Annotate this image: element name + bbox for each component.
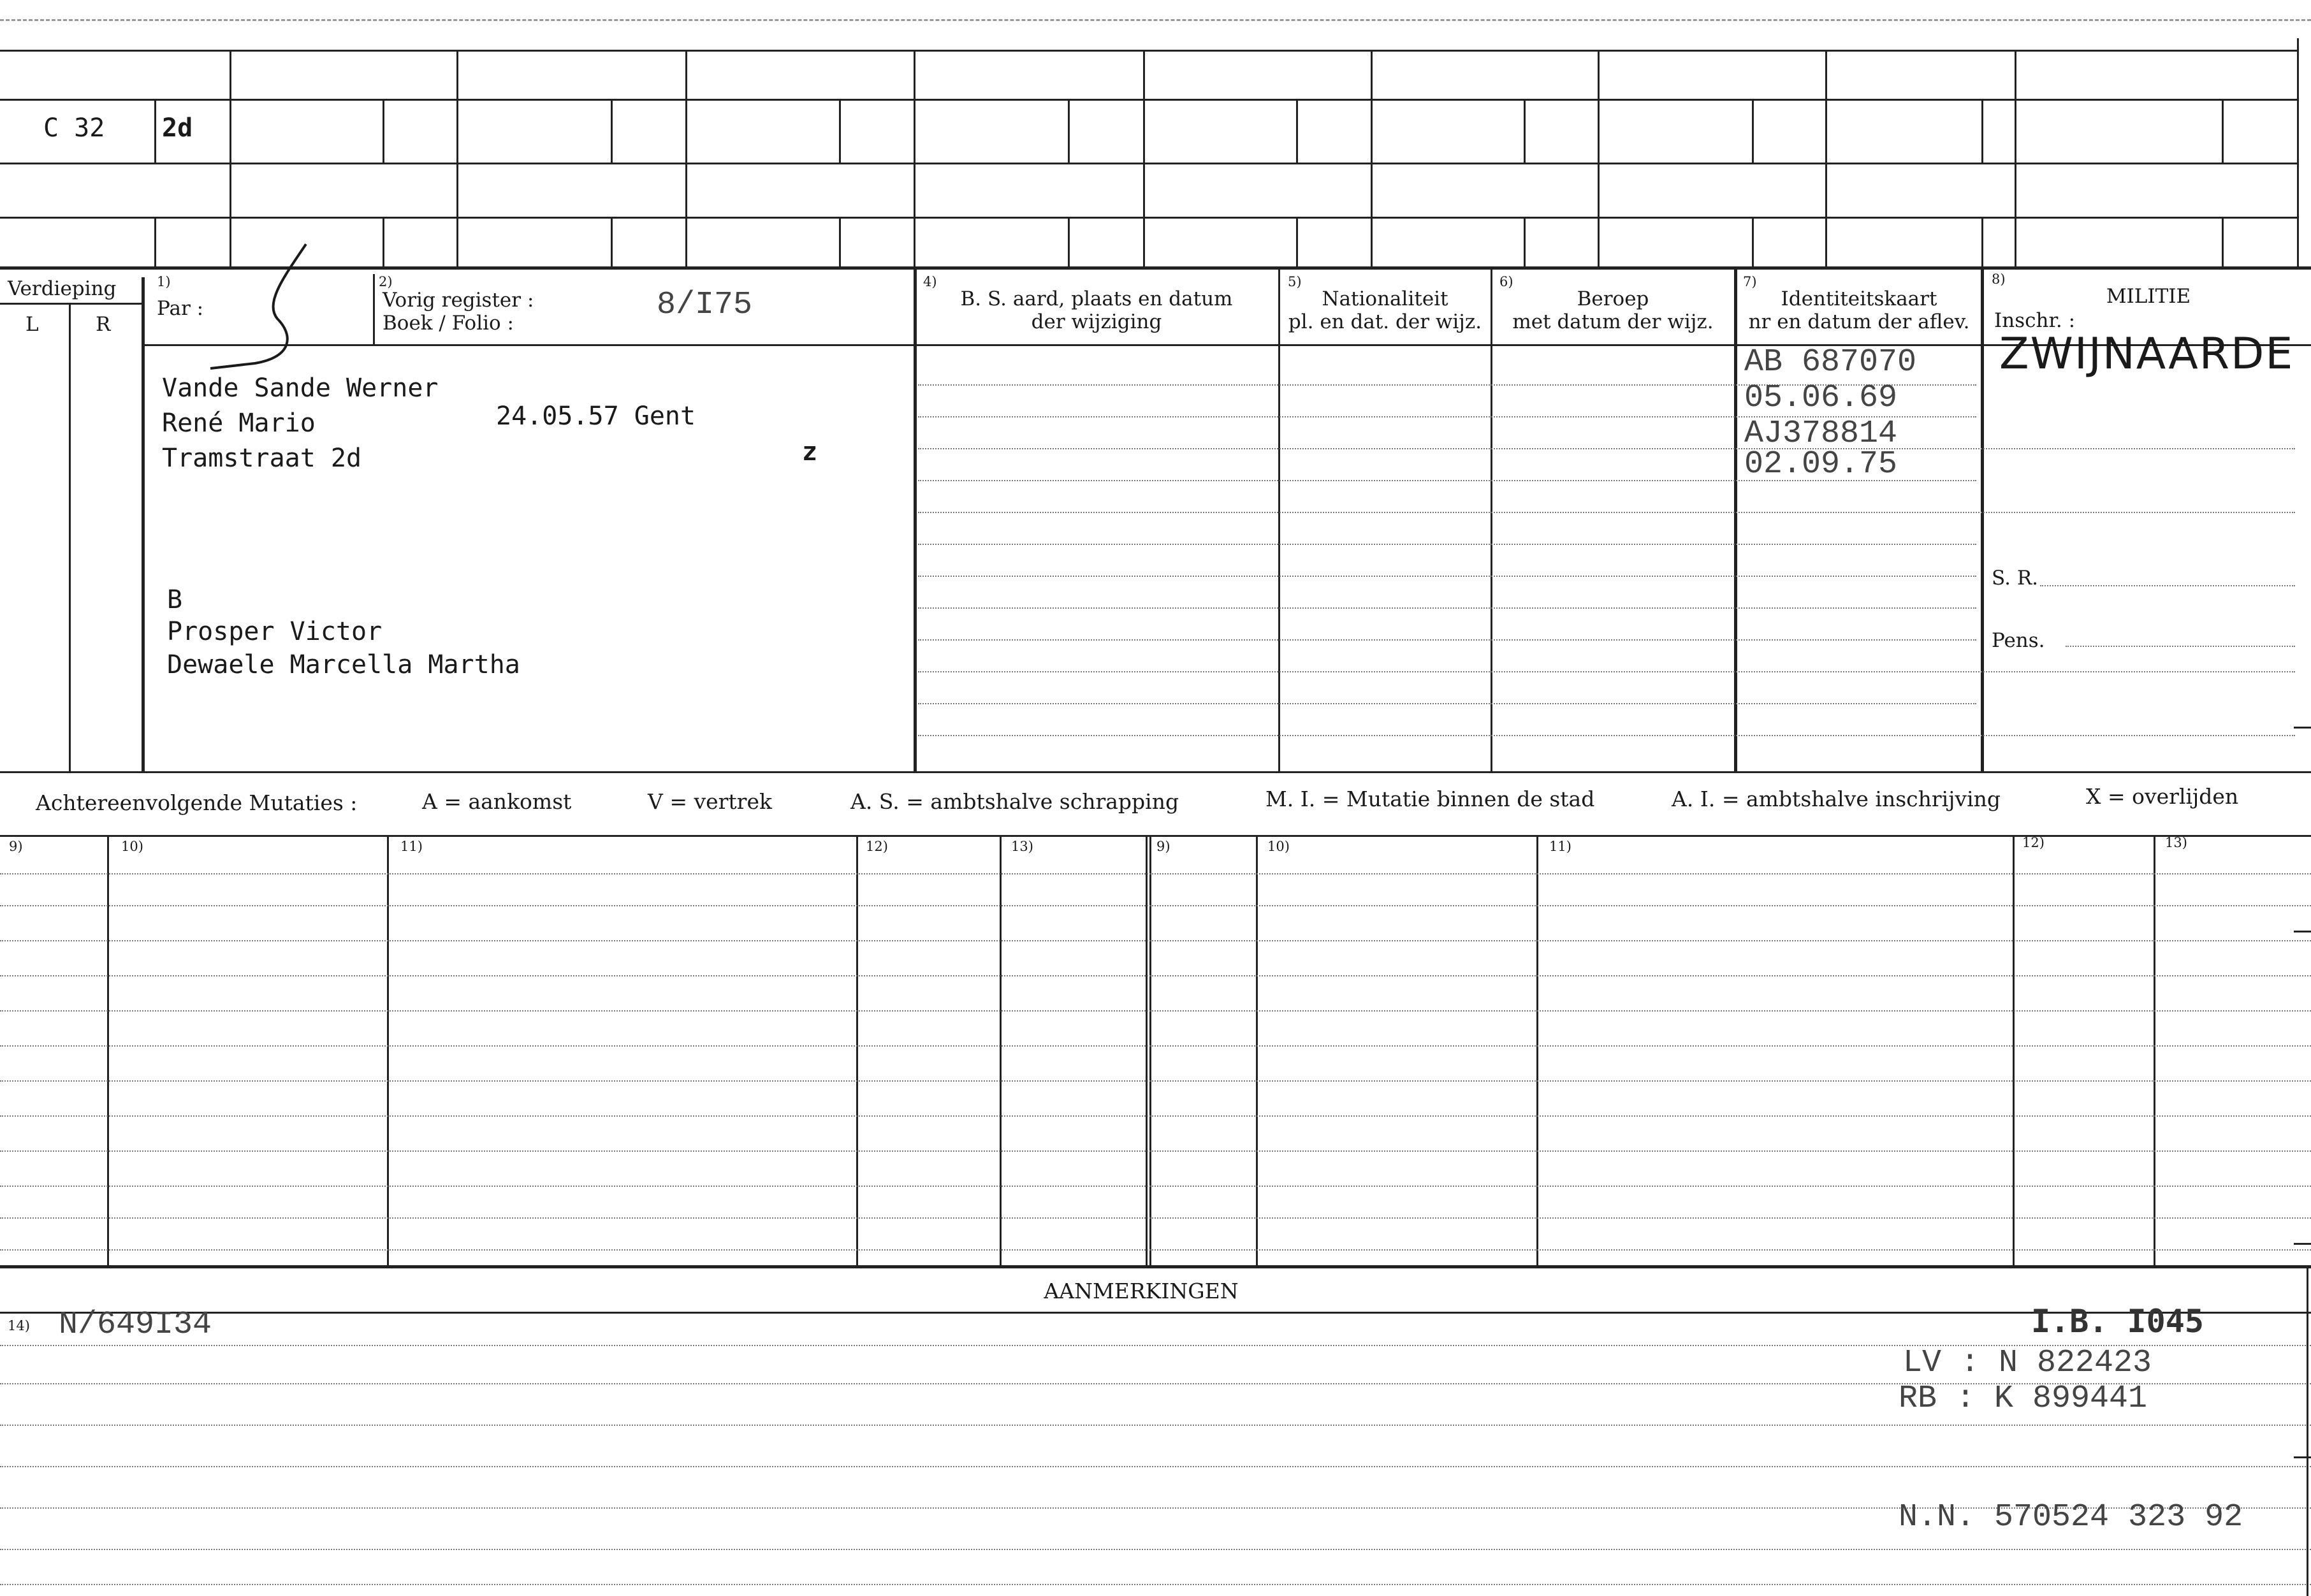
- militie-label: MILITIE: [2106, 285, 2191, 308]
- nn-number: N.N. 570524 323 92: [1899, 1499, 2243, 1535]
- rb-number: RB : K 899441: [1899, 1381, 2148, 1417]
- col4-number: 4): [923, 274, 937, 289]
- col6-line1: Beroep: [1577, 287, 1649, 310]
- boek-folio-label: Boek / Folio :: [383, 312, 514, 335]
- col7-line1: Identiteitskaart: [1781, 287, 1937, 310]
- person-name: Vande Sande Werner: [162, 374, 439, 403]
- militie-inschr-stamp: ZWIJNAARDE: [1999, 329, 2294, 379]
- col6-line2: met datum der wijz.: [1512, 310, 1714, 333]
- col8-number: 8): [1992, 272, 2006, 287]
- mutaties-col-13b: 13): [2165, 835, 2187, 850]
- mutaties-col-9a: 9): [9, 839, 23, 854]
- person-father: Prosper Victor: [167, 617, 383, 646]
- col5-number: 5): [1288, 274, 1302, 289]
- mutaties-title: Achtereenvolgende Mutaties :: [36, 790, 358, 815]
- person-given-names: René Mario: [162, 409, 316, 438]
- mutaties-col-12a: 12): [866, 839, 888, 854]
- vorig-number: 2): [379, 274, 393, 289]
- col5-line1: Nationaliteit: [1322, 287, 1448, 310]
- verdieping-label: Verdieping: [8, 277, 117, 300]
- aanmerkingen-reference: N/649I34: [59, 1307, 212, 1343]
- col6-number: 6): [1499, 274, 1513, 289]
- mutatie-as: A. S. = ambtshalve schrapping: [850, 789, 1179, 814]
- id-card-1: AB 687070: [1744, 344, 1917, 381]
- mutatie-x: X = overlijden: [2086, 784, 2239, 809]
- person-mother: Dewaele Marcella Martha: [167, 650, 520, 679]
- inschr-label: Inschr. :: [1994, 309, 2076, 332]
- person-mark: z: [802, 437, 818, 467]
- mutaties-col-9b: 9): [1156, 839, 1170, 854]
- par-label: Par :: [157, 297, 204, 320]
- mutaties-col-13a: 13): [1011, 839, 1033, 854]
- col7-number: 7): [1743, 274, 1757, 289]
- col5-line2: pl. en dat. der wijz.: [1288, 310, 1482, 333]
- pens-label: Pens.: [1992, 629, 2045, 652]
- person-address: Tramstraat 2d: [162, 444, 362, 473]
- id-card-1-date: 05.06.69: [1744, 380, 1898, 416]
- col4-line1: B. S. aard, plaats en datum: [960, 287, 1233, 310]
- mutaties-col-12b: 12): [2022, 835, 2045, 850]
- wijk-code: C 32: [43, 113, 105, 143]
- id-card-2-date: 02.09.75: [1744, 446, 1898, 482]
- mutatie-mi: M. I. = Mutatie binnen de stad: [1265, 787, 1595, 811]
- mutatie-ai: A. I. = ambtshalve inschrijving: [1672, 787, 2001, 811]
- mutaties-col-11a: 11): [400, 839, 423, 854]
- id-card-2: AJ378814: [1744, 416, 1898, 452]
- mutaties-col-11b: 11): [1549, 839, 1571, 854]
- mutatie-v: V = vertrek: [648, 789, 772, 814]
- mutaties-col-10a: 10): [121, 839, 143, 854]
- vorig-register-value: 8/I75: [657, 287, 753, 323]
- house-number: 2d: [162, 113, 193, 143]
- par-handwritten-mark: [204, 239, 357, 370]
- ib-number: I.B. I045: [2031, 1303, 2204, 1340]
- lv-number: LV : N 822423: [1903, 1345, 2152, 1381]
- col7-line2: nr en datum der aflev.: [1748, 310, 1970, 333]
- par-value: [274, 280, 275, 281]
- person-b-code: B: [167, 585, 183, 614]
- vorig-register-label: Vorig register :: [383, 289, 534, 312]
- floor-right-label: R: [96, 313, 111, 336]
- mutaties-col-10b: 10): [1267, 839, 1290, 854]
- floor-left-label: L: [26, 313, 39, 336]
- col4-line2: der wijziging: [1031, 310, 1162, 333]
- sr-label: S. R.: [1992, 567, 2039, 590]
- aanmerkingen-number: 14): [8, 1318, 30, 1333]
- aanmerkingen-title: AANMERKINGEN: [1044, 1279, 1239, 1303]
- person-birth: 24.05.57 Gent: [496, 402, 696, 431]
- par-number: 1): [157, 274, 171, 289]
- mutatie-a: A = aankomst: [422, 789, 572, 814]
